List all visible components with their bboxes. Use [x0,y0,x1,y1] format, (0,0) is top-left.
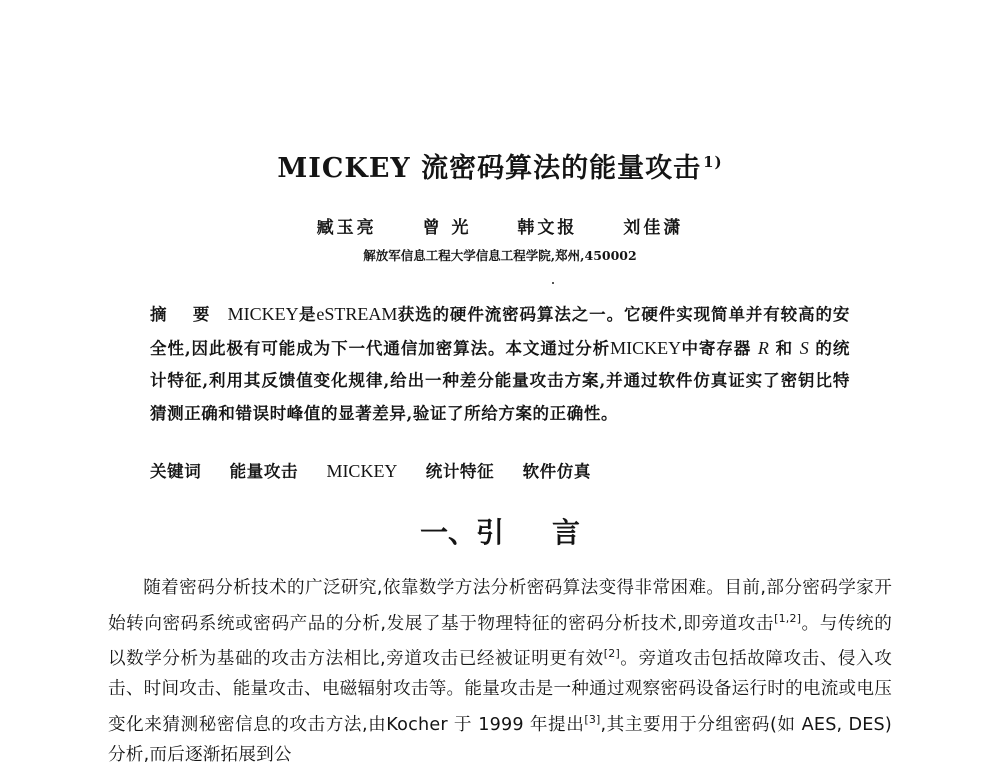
abstract-text: 中寄存器 [681,338,752,358]
keyword-item: MICKEY [326,461,398,481]
section-title: 引言 [476,516,629,549]
abstract-text: 获选的硬件流密码算法之一。它硬件实现简单并有较高的安全性,因此极有可能成为下一代通信加密算法。本文通过分析 [150,305,850,358]
abstract-term-mickey: MICKEY [227,304,299,324]
keywords-label: 关键词 [150,462,202,481]
author-name: 韩文报 [517,218,578,238]
abstract-var-r: R [757,337,769,358]
body-text-run: 。旁道攻击包括故障攻击、侵入攻击、时间攻击、能量攻击、电磁辐射攻击等。能量攻击是一种通过观察密码设备运行时的电流或电压变化来猜测秘密信息的攻击方法,由Kocher 于 1999 年提出 [108,648,892,735]
keyword-item: 统计特征 [425,462,495,481]
abstract-label: 摘 要 [150,305,220,324]
abstract-term-estream: eSTREAM [316,304,398,324]
citation: [2] [603,646,620,660]
section-number: 一、 [419,516,476,549]
abstract-var-s: S [799,337,809,358]
citation: [3] [584,712,601,726]
body-paragraph [108,573,892,771]
citation: [1,2] [774,611,802,625]
author-name: 曾 光 [422,218,472,238]
author-list [0,213,1000,238]
body-text-run: 。与传统的以数学分析为基础的攻击方法相比,旁道攻击已经被证明更有效 [108,613,892,669]
affiliation: 解放军信息工程大学信息工程学院,郑州,450002 [363,248,637,263]
abstract-text: 和 [775,338,794,358]
title-footnote-marker: 1) [703,153,723,171]
abstract-text: 是 [298,305,317,324]
keywords [150,458,850,482]
section-heading [0,511,1000,551]
abstract-text: 的统计特征,利用其反馈值变化规律,给出一种差分能量攻击方案,并通过软件仿真证实了密钥比特猜测正确和错误时峰值的显著差异,验证了所给方案的正确性。 [150,338,850,423]
title-text: MICKEY 流密码算法的能量攻击 [277,153,702,184]
body-text-run: 随着密码分析技术的广泛研究,依靠数学方法分析密码算法变得非常困难。目前,部分密码学家开始转向密码系统或密码产品的分析,发展了基于物理特征的密码分析技术,即旁道攻击 [108,578,892,634]
author-name: 刘佳潇 [623,218,684,238]
author-name: 臧玉亮 [316,218,377,238]
scan-speck [552,282,554,284]
paper-title [0,146,1000,185]
body-text-run: ,其主要用于分组密码(如 AES, DES)分析,而后逐渐拓展到公 [108,714,892,766]
body-text [108,573,892,771]
keyword-item: 软件仿真 [522,462,591,481]
abstract [150,298,850,430]
abstract-term-mickey: MICKEY [610,337,682,358]
keyword-item: 能量攻击 [229,462,299,481]
